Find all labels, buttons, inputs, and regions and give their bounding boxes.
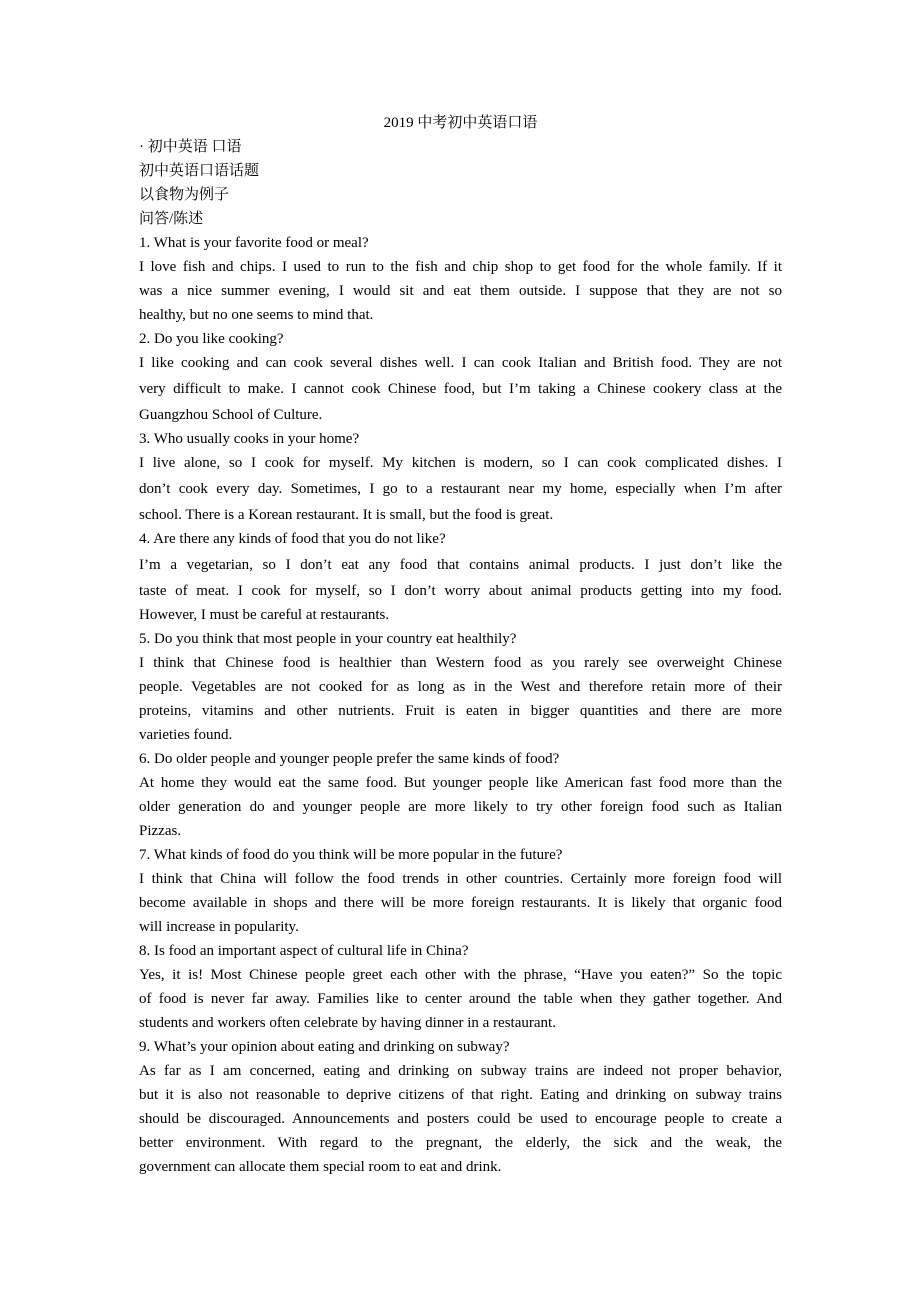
answer-line: older generation do and younger people are more likely to try other foreign food such as Italian xyxy=(139,799,782,815)
answer-line: As far as I am concerned, eating and drinking on subway trains are indeed not proper behavior, xyxy=(139,1063,782,1079)
breadcrumb: · 初中英语 口语 xyxy=(139,139,242,155)
answer-line: I’m a vegetarian, so I don’t eat any food that contains animal products. I just don’t like the xyxy=(139,557,782,573)
answer-line: varieties found. xyxy=(139,727,233,743)
answer-line: I live alone, so I cook for myself. My kitchen is modern, so I can cook complicated dishes. I xyxy=(139,455,782,471)
answer-line: don’t cook every day. Sometimes, I go to a restaurant near my home, especially when I’m after xyxy=(139,481,782,497)
question: 3. Who usually cooks in your home? xyxy=(139,431,360,447)
answer-line: but it is also not reasonable to deprive citizens of that right. Eating and drinking on subway trains xyxy=(139,1087,782,1103)
qa-item xyxy=(139,843,782,939)
answer-line: healthy, but no one seems to mind that. xyxy=(139,307,374,323)
qa-item xyxy=(139,427,782,527)
qa-item xyxy=(139,527,782,627)
topic-format: 问答/陈述 xyxy=(139,211,204,227)
answer-line: I love fish and chips. I used to run to the fish and chip shop to get food for the whole family. If it xyxy=(139,259,782,275)
answer xyxy=(139,451,782,527)
answer-line: was a nice summer evening, I would sit and eat them outside. I suppose that they are not so xyxy=(139,283,782,299)
qa-list xyxy=(139,231,782,1179)
answer xyxy=(139,255,782,327)
answer xyxy=(139,867,782,939)
question: 7. What kinds of food do you think will be more popular in the future? xyxy=(139,847,563,863)
answer-line: will increase in popularity. xyxy=(139,919,299,935)
answer-line: However, I must be careful at restaurants. xyxy=(139,607,390,623)
answer-line: school. There is a Korean restaurant. It is small, but the food is great. xyxy=(139,507,554,523)
answer-line: become available in shops and there will be more foreign restaurants. It is likely that organic food xyxy=(139,895,782,911)
answer xyxy=(139,1059,782,1179)
answer-line: people. Vegetables are not cooked for as long as in the West and therefore retain more of their xyxy=(139,679,782,695)
answer-line: government can allocate them special room to eat and drink. xyxy=(139,1159,502,1175)
question: 2. Do you like cooking? xyxy=(139,331,284,347)
question: 9. What’s your opinion about eating and drinking on subway? xyxy=(139,1039,510,1055)
question: 6. Do older people and younger people prefer the same kinds of food? xyxy=(139,751,560,767)
meta-lines xyxy=(139,135,782,231)
answer xyxy=(139,771,782,843)
topic-example: 以食物为例子 xyxy=(139,187,230,203)
answer-line: I think that Chinese food is healthier than Western food as you rarely see overweight Chinese xyxy=(139,655,782,671)
qa-item xyxy=(139,327,782,427)
answer xyxy=(139,351,782,427)
answer-line: I like cooking and can cook several dishes well. I can cook Italian and British food. They are not xyxy=(139,355,782,371)
question: 1. What is your favorite food or meal? xyxy=(139,235,369,251)
qa-item xyxy=(139,231,782,327)
answer-line: should be discouraged. Announcements and posters could be used to encourage people to create a xyxy=(139,1111,782,1127)
answer-line: better environment. With regard to the pregnant, the elderly, the sick and the weak, the xyxy=(139,1135,782,1151)
question: 5. Do you think that most people in your country eat healthily? xyxy=(139,631,517,647)
answer xyxy=(139,963,782,1035)
qa-item xyxy=(139,1035,782,1179)
document-content xyxy=(139,111,782,1179)
answer-line: of food is never far away. Families like to center around the table when they gather together. And xyxy=(139,991,782,1007)
document-title: 2019 中考初中英语口语 xyxy=(383,115,538,131)
answer-line: taste of meat. I cook for myself, so I don’t worry about animal products getting into my food. xyxy=(139,583,782,599)
answer xyxy=(139,651,782,747)
answer-line: very difficult to make. I cannot cook Chinese food, but I’m taking a Chinese cookery class at the xyxy=(139,381,782,397)
topic-heading: 初中英语口语话题 xyxy=(139,163,260,179)
answer xyxy=(139,551,782,627)
answer-line: I think that China will follow the food trends in other countries. Certainly more foreign food will xyxy=(139,871,782,887)
answer-line: At home they would eat the same food. But younger people like American fast food more than the xyxy=(139,775,782,791)
answer-line: Yes, it is! Most Chinese people greet each other with the phrase, “Have you eaten?” So the topic xyxy=(139,967,782,983)
answer-line: students and workers often celebrate by having dinner in a restaurant. xyxy=(139,1015,556,1031)
answer-line: Pizzas. xyxy=(139,823,182,839)
answer-line: Guangzhou School of Culture. xyxy=(139,407,323,423)
question: 4. Are there any kinds of food that you do not like? xyxy=(139,531,446,547)
answer-line: proteins, vitamins and other nutrients. Fruit is eaten in bigger quantities and there are more xyxy=(139,703,782,719)
question: 8. Is food an important aspect of cultural life in China? xyxy=(139,943,469,959)
qa-item xyxy=(139,939,782,1035)
qa-item xyxy=(139,627,782,747)
qa-item xyxy=(139,747,782,843)
